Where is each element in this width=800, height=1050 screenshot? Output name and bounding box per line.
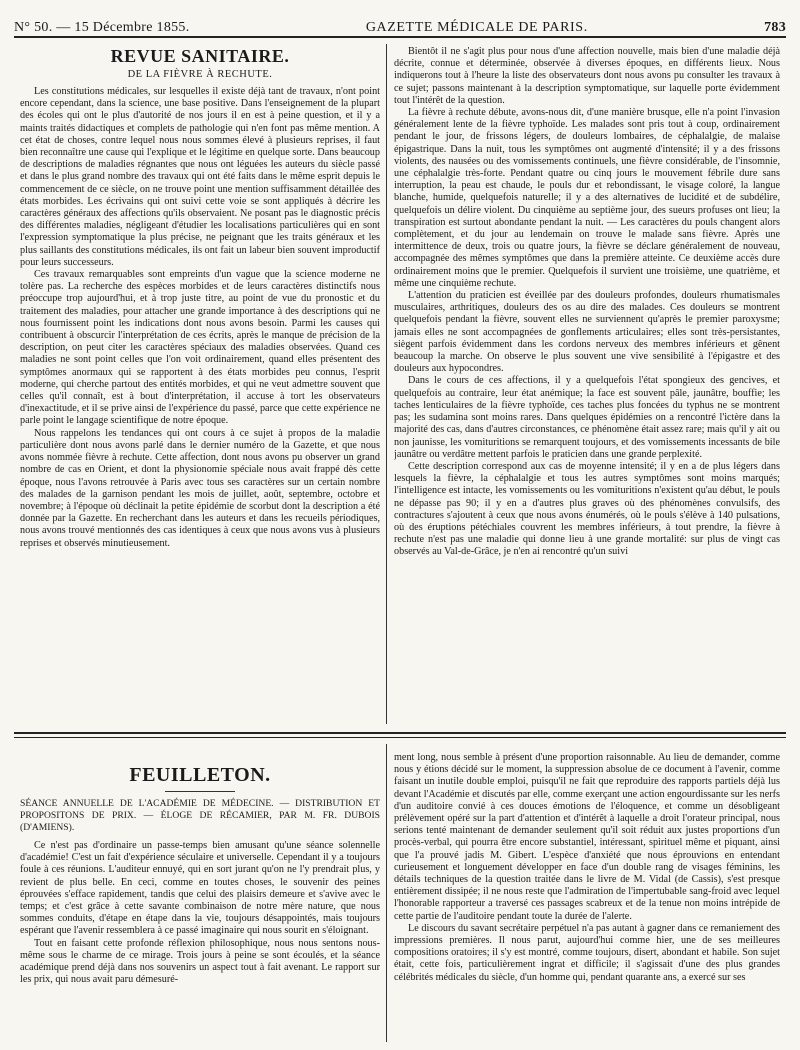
revue-paragraph: Les constitutions médicales, sur lesquelles il existe déjà tant de travaux, n'ont point encore cependant, dans la science, une base positive. Dans l'enseignement de la plupart des écoles qui ont le plus d'autorité de nos jours il en est à peine question, et il y a maints traités didactiques et complets de pathologie qui n'en font pas même mention. A cet état de choses, contre lequel nous nous sommes élevé à plusieurs reprises, il faut bien reconnaître une cause qui l'explique et le légitime en quelque sorte. Dans beaucoup de descriptions de maladies régnantes que nous ont léguées les auteurs du siècle passé et dans le plus grand nombre des travaux qui ont été faits dans le même esprit depuis le commencement de ce siècle, on ne trouve point une mention suffisamment détaillée des états morbides. Les écrivains qui ont suivi cette voie se sont appliqués à décrire les caractères généraux des affections qu'ils observaient. Ne posant pas le diagnostic précis des différentes maladies, négligeant d'étudier les localisations particulières qui en sont l'expression symptomatique la plus précise, ne peignant que les traits généraux et les plus saillants des constitutions médicales, ils ont fait un labeur bien souvent improductif pour leurs successeurs. xyxy=(20,86,380,268)
revue-column-left xyxy=(20,46,380,718)
feuilleton-paragraph: Le discours du savant secrétaire perpétuel n'a pas autant à gagner dans ce remaniement des impressions premières. Il nous parut, aujourd'hui comme hier, une de ses meilleures compositions oratoires; il s'y est montré, comme toujours, disert, abondant et habile. Son sujet était, cette fois, particulièrement ingrat et difficile; il s'agissait d'une des plus grandes célébrités médicales du siècle, d'un homme qui, pendant quarante ans, a exercé sur ses xyxy=(394,922,780,983)
feuilleton-heading: SÉANCE ANNUELLE DE L'ACADÉMIE DE MÉDECINE. — DISTRIBUTION ET PROPOSITONS DE PRIX. — ÉLOGE DE RÉCAMIER, PAR M. FR. DUBOIS (D'AMIENS). xyxy=(20,798,380,833)
feuilleton-paragraph: Tout en faisant cette profonde réflexion philosophique, nous nous sentons nous-même sous le charme de ce mirage. Trois jours à peine se sont écoulés, et la séance académique prend déjà dans nos souvenirs un aspect tout à fait avenant. Le rapport sur les prix, qui nous avait paru démesuré- xyxy=(20,937,380,986)
revue-paragraph: Ces travaux remarquables sont empreints d'un vague que la science moderne ne tolère pas. La recherche des espèces morbides et de leurs caractères distinctifs nous préoccupe trop aujourd'hui, et à trop juste titre, au point de vue du pronostic et du traitement des maladies, pour attacher une grande importance à des descriptions qui ne nous fournissent point les indications dont nous avons besoin. Parmi les causes qui contribuent à obscurcir l'interprétation de ces écrits, après le manque de précision de la description, on peut citer les caractères spéciaux des maladies observées. Quand ces maladies ne sont point celles que l'on voit ordinairement, quand elles présentent des symptômes anormaux qui se rapportent à des états morbides peu connus, l'esprit moderne, qui cherche partout des entités morbides, et qui ne veut admettre souvent que celles qu'il connaît, est à bout d'interprétation, il accuse à tort les observateurs d'inexactitude, et il se prive ainsi de l'expérience du passé, parce que cette expérience ne parle point le langage scientifique de notre époque. xyxy=(20,269,380,427)
feuilleton-column-left xyxy=(20,752,380,1042)
column-divider-lower xyxy=(386,744,387,1042)
revue-subtitle: DE LA FIÈVRE À RECHUTE. xyxy=(127,69,273,80)
revue-paragraph: L'attention du praticien est éveillée par des douleurs profondes, douleurs rhumatismales musculaires, arthritiques, douleurs des os au dire des malades. Ces douleurs se montrent quelquefois pendant la fièvre, souvent elles ne surviennent qu'après le premier paroxysme; jamais elles ne sont accompagnées de gonflements articulaires; elles sont très-persistantes, siègent parfois évidemment dans les cordons nerveux des membres inférieurs et gênent beaucoup la marche. On observe le plus souvent une vive sensibilité à l'épigastre et des douleurs aux hypocondres. xyxy=(394,290,780,375)
page-number: 783 xyxy=(764,20,786,35)
revue-column-right xyxy=(394,46,780,724)
title-rule xyxy=(165,791,235,792)
revue-paragraph: Dans le cours de ces affections, il y a quelquefois l'état spongieux des gencives, et quelquefois au contraire, leur état anémique; la face est souvent pâle, jaunâtre, bouffie; les taches lenticulaires de la fièvre typhoïde, ces taches plus foncées du typhus ne se montrent pas; les sudamina sont moins rares. Dans quelques épidémies on a rencontré l'ictère dans la majorité des cas, dans d'autres circonstances, ce phénomène était assez rare; mais qu'il y ait ou non jaunisse, les vomituritions se remarquent toujours, et des vomissements incessants de bile jaunâtre ou verdâtre mettent parfois le praticien dans une grande perplexité. xyxy=(394,375,780,460)
feuilleton-separator xyxy=(14,732,786,734)
revue-paragraph: Bientôt il ne s'agit plus pour nous d'une affection nouvelle, mais bien d'une maladie déjà décrite, connue et déterminée, observée à diverses époques, en différents lieux. Nous indiquerons tout à l'heure la liste des observateurs dont nous avons pu consulter les travaux à ce sujet; passons maintenant à la description symptomatique, sur laquelle porte évidemment tout l'intérêt de la question. xyxy=(394,46,780,106)
page-header xyxy=(14,14,786,38)
issue-date: N° 50. — 15 Décembre 1855. xyxy=(14,20,190,35)
feuilleton-column-right xyxy=(394,752,780,1042)
feuilleton-title: FEUILLETON. xyxy=(129,764,271,786)
revue-title: REVUE SANITAIRE. xyxy=(110,46,290,66)
revue-paragraph: La fièvre à rechute débute, avons-nous dit, d'une manière brusque, elle n'a point l'invasion généralement lente de la fièvre typhoïde. Les malades sont pris tout à coup, ordinairement pendant le jour, de frissons légers, de douleurs lombaires, de céphalalgie, de malaise épigastrique. Dans la nuit, tous les symptômes ont augmenté d'intensité; il y a des frissons violents, des nausées ou des vomissements continuels, une fièvre considérable, de l'insomnie, une céphalalgie très-forte. Pendant quatre ou cinq jours le mouvement fébrile dure sans interruption, la peau est chaude, le pouls dur et rebondissant, le visage coloré, la langue blanche, humide, quelquefois naturelle; il y a des alternatives de lucidité et de subdélire, quelquefois un délire violent. Du cinquième au septième jour, des sueurs profuses ont lieu; la transpiration est surtout abondante pendant la nuit. — Les caractères du pouls changent alors complètement, et du jour au lendemain on trouve le malade sans fièvre. Après une intermittence de deux, trois ou quatre jours, la fièvre se déclare généralement de nouveau, accompagnée des mêmes symptômes que dans la première atteinte. Ce deuxième accès dure ordinairement moins que le premier. Quelquefois il survient une troisième, une quatrième, et même une cinquième rechute. xyxy=(394,107,780,289)
journal-title: GAZETTE MÉDICALE DE PARIS. xyxy=(365,20,588,35)
revue-paragraph: Cette description correspond aux cas de moyenne intensité; il y en a de plus légers dans lesquels la fièvre, la céphalalgie et tous les autres symptômes sont moins marqués; l'intelligence est intacte, les vomissements ou les vomituritions n'existent qu'au début, le pouls ne dépasse pas 90; il y en a d'autres plus graves où des phénomènes convulsifs, des contractures s'ajoutent à ceux que nous avons énumérés, où le pouls s'élève à 140 pulsations, où des éruptions pétéchiales couvrent les membres inférieurs, à tout prendre, la fièvre à rechute n'est pas une maladie qui donne lieu à une grande mortalité: sur plus de vingt cas observés au Val-de-Grâce, je n'en ai rencontré qu'un suivi xyxy=(394,460,780,558)
revue-paragraph: Nous rappelons les tendances qui ont cours à ce sujet à propos de la maladie particulière dont nous avons parlé dans le dernier numéro de la Gazette, et que nous avons nommée fièvre à rechute. Cette affection, dont nous avons pu observer un grand nombre de cas en Orient, et dont la physionomie spéciale nous avait frappé dès cette époque, nous l'avons retrouvée à Paris avec tous ses caractères sur un certain nombre des malades de la garnison pendant les mois de juillet, août, septembre, octobre et novembre; à l'époque où déclinait la petite épidémie de scorbut dont la description a été donnée par la Gazette. En recherchant dans les auteurs et dans les recueils périodiques, nous avons trouvé mentionnés des cas identiques à ceux que nous avons vus à plusieurs reprises et observés minutieusement. xyxy=(20,427,380,549)
feuilleton-separator-thin xyxy=(14,737,786,738)
feuilleton-paragraph: Ce n'est pas d'ordinaire un passe-temps bien amusant qu'une séance solennelle d'académie! C'est un fait d'expérience séculaire et universelle. Cependant il y a toujours foule à ces réunions. L'auditeur ennuyé, qui en sort jurant qu'on ne l'y prendrait plus, y revient de plus belle. En ceci, comme en toutes choses, le souvenir des peines éprouvées s'efface rapidement, tandis que celui des plaisirs demeure et s'avive avec le temps; et c'est grâce à cette savante combinaison de notre mère nature, que nous sommes conduits, d'étape en étape dans la vie, toujours désappointés, mais toujours espérant que l'avenir ressemblera à ce passé imaginaire qui nous sourit en s'éloignant. xyxy=(20,840,380,937)
column-divider xyxy=(386,44,387,724)
feuilleton-paragraph: ment long, nous semble à présent d'une proportion raisonnable. Au lieu de demander, comme nous y étions décidé sur le moment, la suppression absolue de ce document à l'avenir, comme faisant un inutile double emploi, puisqu'il ne fait que reproduire des rapports partiels déjà lus devant l'Académie et discutés par elle, comme exerçant une action engourdissante sur les nerfs d'un auditoire convié à ces douces émotions de l'éloquence, et comme un désobligeant prélèvement opéré sur la part d'attention et d'intérêt à laquelle a droit l'orateur principal, nous serions tenté maintenant de demander seulement qu'il soit réduit aux justes proportions d'un procès-verbal, qui pourra être encore substantiel, intéressant, spirituel même et piquant, ainsi que l'a prouvé jadis M. Gibert. L'espèce d'anxiété que nous éprouvions en entendant curieusement et longuement développer en face d'un double rang de visages féminins, les détails techniques de la question traitée dans le livre de M. Vidal (de Cassis), s'est presque entièrement dissipée; il ne nous reste que l'admiration de l'impertubable sang-froid avec lequel l'honorable rapporteur a traversé ces passages scabreux et de la tenue non moins intrépide de cette partie de l'auditoire pendant toute la durée de l'alerte. xyxy=(394,752,780,922)
